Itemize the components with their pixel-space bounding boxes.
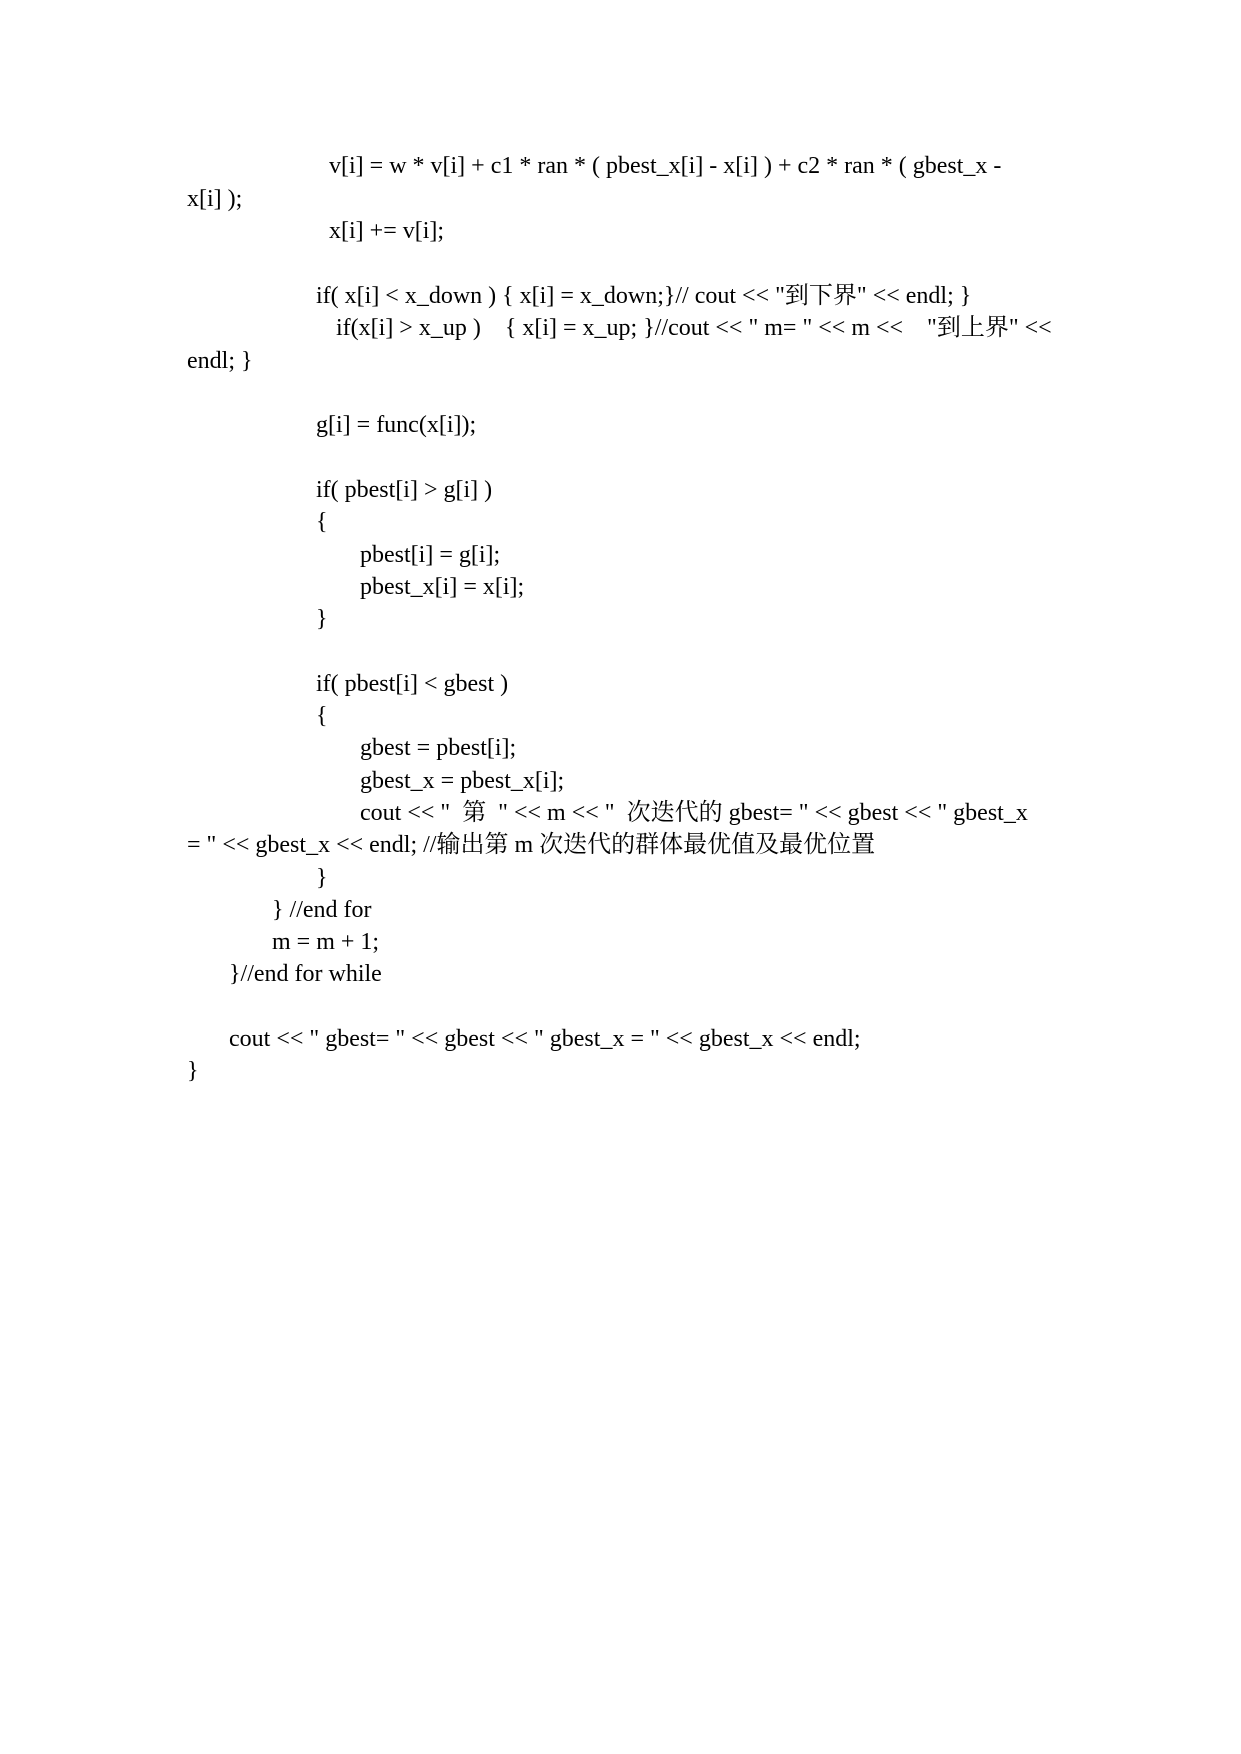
code-line-final-cout: cout << " gbest= " << gbest << " gbest_x = " << gbest_x << endl; (229, 1026, 861, 1052)
code-line-pbest-if: if( pbest[i] > g[i] ) (316, 477, 493, 503)
code-line-end-for: } //end for (272, 897, 372, 923)
code-line-lower-bound: if( x[i] < x_down ) { x[i] = x_down;}// cout << "到下界" << endl; } (316, 283, 972, 309)
code-line-velocity-update: v[i] = w * v[i] + c1 * ran * ( pbest_x[i] - x[i] ) + c2 * ran * ( gbest_x - (329, 153, 1002, 179)
code-line-end-while: }//end for while (229, 961, 382, 987)
code-line-close-brace: } (316, 865, 328, 891)
code-line-gbest-x-assign: gbest_x = pbest_x[i]; (360, 768, 565, 794)
code-line-upper-bound: if(x[i] > x_up ) { x[i] = x_up; }//cout << " m= " << m << "到上界" << (336, 315, 1052, 341)
code-line-upper-bound-cont: endl; } (187, 348, 253, 374)
code-line-m-increment: m = m + 1; (272, 929, 380, 955)
code-line-pbest-x-assign: pbest_x[i] = x[i]; (360, 574, 525, 600)
code-line-function-close: } (187, 1058, 199, 1084)
code-line-pbest-assign: pbest[i] = g[i]; (360, 542, 501, 568)
code-line-close-brace: } (316, 606, 328, 632)
code-line-cout-iteration-cont: = " << gbest_x << endl; //输出第 m 次迭代的群体最优值及最优位置 (187, 832, 876, 858)
code-line-open-brace: { (316, 703, 328, 729)
code-line-velocity-update-cont: x[i] ); (187, 186, 243, 212)
code-line-position-update: x[i] += v[i]; (329, 218, 445, 244)
code-line-fitness-eval: g[i] = func(x[i]); (316, 412, 477, 438)
code-line-open-brace: { (316, 509, 328, 535)
code-line-gbest-assign: gbest = pbest[i]; (360, 735, 517, 761)
code-line-cout-iteration: cout << " 第 " << m << " 次迭代的 gbest= " << gbest << " gbest_x (360, 800, 1028, 826)
code-line-gbest-if: if( pbest[i] < gbest ) (316, 671, 509, 697)
